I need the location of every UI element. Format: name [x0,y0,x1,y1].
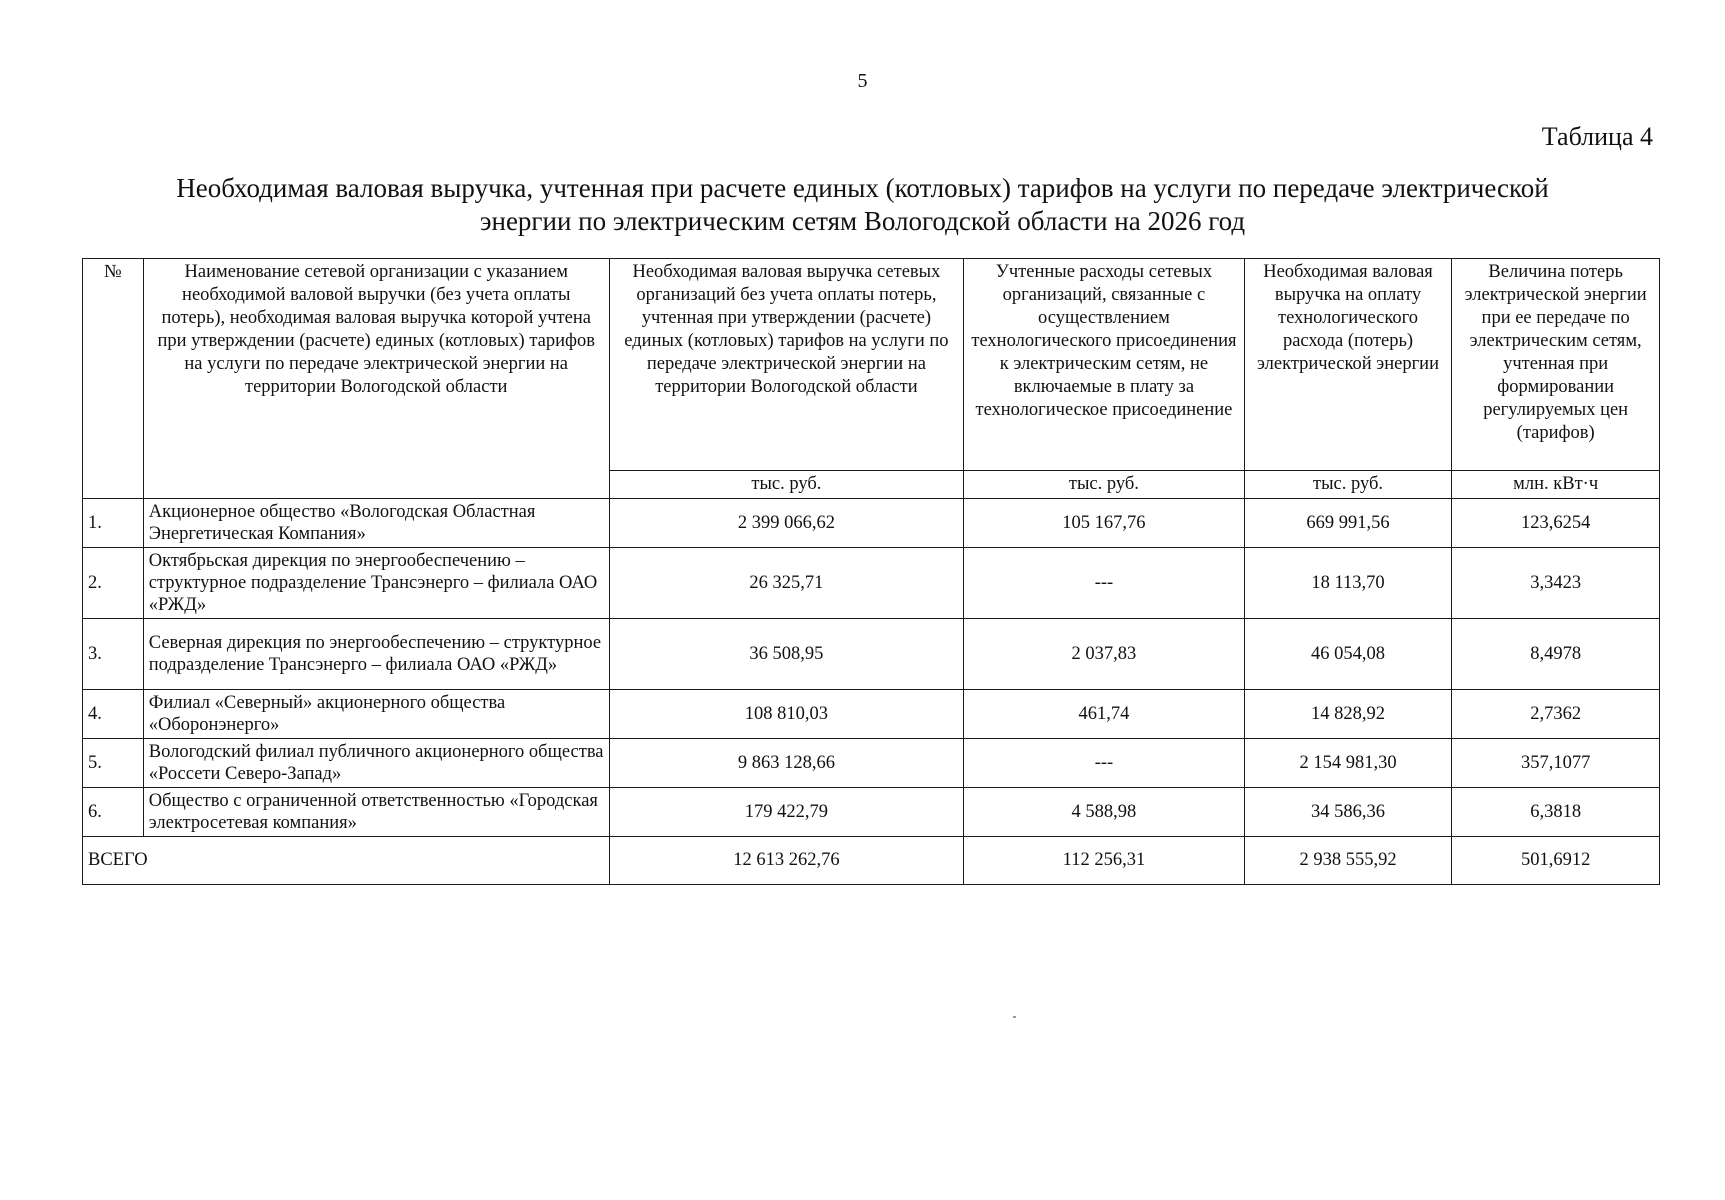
revenue-table [82,258,1660,885]
header-row [83,259,1660,471]
unit-c5: тыс. руб. [1244,471,1452,499]
row-organization: Северная дирекция по энергообеспечению – структурное подразделение Трансэнерго – филиала ОАО «РЖД» [143,619,609,690]
header-c5: Необходимая валовая выручка на оплату технологического расхода (потерь) электрической энергии [1244,259,1452,471]
unit-c4: тыс. руб. [964,471,1245,499]
row-losses: 2,7362 [1452,690,1660,739]
table-row [83,690,1660,739]
header-c4: Учтенные расходы сетевых организаций, связанные с осуществлением технологического присоединения к электрическим сетям, не включаемые в плату за технологическое присоединение [964,259,1245,471]
table-row [83,499,1660,548]
header-c3: Необходимая валовая выручка сетевых организаций без учета оплаты потерь, учтенная при утверждении (расчете) единых (котловых) тарифов на услуги по передаче электрической энергии на территории Вологодской области [609,259,963,471]
row-revenue: 9 863 128,66 [609,739,963,788]
row-organization: Акционерное общество «Вологодская Областная Энергетическая Компания» [143,499,609,548]
row-loss-revenue: 14 828,92 [1244,690,1452,739]
row-connection-costs: --- [964,548,1245,619]
table-label: Таблица 4 [1541,122,1653,151]
unit-c3: тыс. руб. [609,471,963,499]
row-number: 6. [83,788,144,837]
table-row [83,739,1660,788]
row-losses: 8,4978 [1452,619,1660,690]
row-losses: 123,6254 [1452,499,1660,548]
total-loss-revenue: 2 938 555,92 [1244,837,1452,885]
total-row [83,837,1660,885]
table-row [83,548,1660,619]
row-organization: Филиал «Северный» акционерного общества «Оборонэнерго» [143,690,609,739]
row-connection-costs: 2 037,83 [964,619,1245,690]
row-losses: 6,3818 [1452,788,1660,837]
row-loss-revenue: 46 054,08 [1244,619,1452,690]
row-number: 3. [83,619,144,690]
title-line-2: энергии по электрическим сетям Вологодской области на 2026 год [479,206,1246,236]
row-loss-revenue: 18 113,70 [1244,548,1452,619]
row-number: 4. [83,690,144,739]
header-no: № [83,259,144,499]
row-number: 2. [83,548,144,619]
row-organization: Общество с ограниченной ответственностью «Городская электросетевая компания» [143,788,609,837]
row-revenue: 108 810,03 [609,690,963,739]
row-losses: 357,1077 [1452,739,1660,788]
total-label: ВСЕГО [83,837,610,885]
page-number: 5 [857,70,868,92]
scan-speck [1013,1016,1016,1018]
row-connection-costs: --- [964,739,1245,788]
header-name: Наименование сетевой организации с указанием необходимой валовой выручки (без учета оплаты потерь), необходимая валовая выручка которой учтена при утверждении (расчете) единых (котловых) тарифов на услуги по передаче электрической энергии на территории Вологодской области [143,259,609,499]
row-organization: Октябрьская дирекция по энергообеспечению – структурное подразделение Трансэнерго – филиала ОАО «РЖД» [143,548,609,619]
row-loss-revenue: 669 991,56 [1244,499,1452,548]
row-connection-costs: 4 588,98 [964,788,1245,837]
row-loss-revenue: 2 154 981,30 [1244,739,1452,788]
row-loss-revenue: 34 586,36 [1244,788,1452,837]
total-connection-costs: 112 256,31 [964,837,1245,885]
row-number: 1. [83,499,144,548]
row-connection-costs: 461,74 [964,690,1245,739]
table-row [83,788,1660,837]
row-connection-costs: 105 167,76 [964,499,1245,548]
row-revenue: 26 325,71 [609,548,963,619]
row-number: 5. [83,739,144,788]
title-line-1: Необходимая валовая выручка, учтенная при расчете единых (котловых) тарифов на услуги по передаче электрической [176,173,1549,203]
row-losses: 3,3423 [1452,548,1660,619]
row-organization: Вологодский филиал публичного акционерного общества «Россети Северо-Запад» [143,739,609,788]
total-losses: 501,6912 [1452,837,1660,885]
header-c6: Величина потерь электрической энергии при ее передаче по электрическим сетям, учтенная при формировании регулируемых цен (тарифов) [1452,259,1660,471]
row-revenue: 2 399 066,62 [609,499,963,548]
unit-c6: млн. кВт·ч [1452,471,1660,499]
document-title [100,172,1625,238]
row-revenue: 179 422,79 [609,788,963,837]
row-revenue: 36 508,95 [609,619,963,690]
total-revenue: 12 613 262,76 [609,837,963,885]
table-row [83,619,1660,690]
